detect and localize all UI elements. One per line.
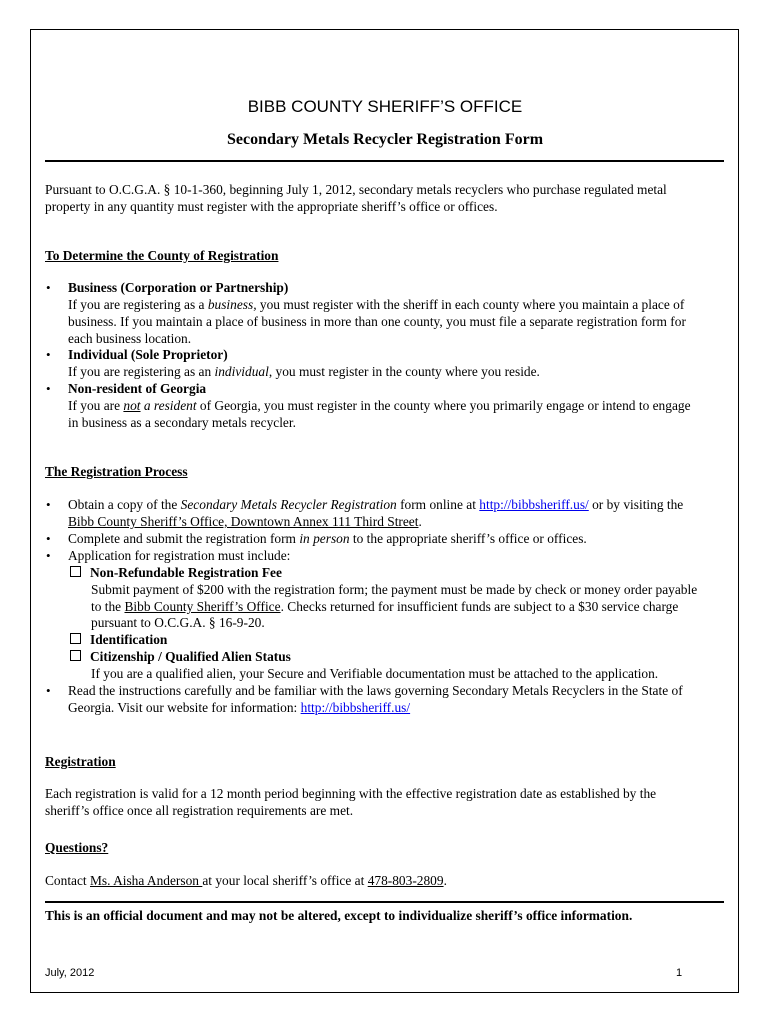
- website-link[interactable]: http://bibbsheriff.us/: [300, 700, 411, 715]
- page-number: 1: [676, 967, 683, 979]
- business-line-1: If you are registering as a business, you must register with the sheriff in each county where you maintain a place of: [68, 297, 685, 312]
- registration-line-1: Each registration is valid for a 12 month period beginning with the effective registration date as established by the: [45, 786, 657, 801]
- fee-checkbox-row: Non-Refundable Registration Fee: [70, 564, 720, 581]
- citizenship-checkbox-row: Citizenship / Qualified Alien Status: [70, 648, 720, 665]
- id-checkbox[interactable]: [70, 633, 81, 644]
- top-divider: [45, 160, 724, 162]
- business-line-3: each business location.: [68, 331, 192, 346]
- business-line-2: business. If you maintain a place of business in more than one county, you must file a separate registration form for: [68, 314, 686, 329]
- fee-checkbox[interactable]: [70, 566, 81, 577]
- id-checkbox-row: Identification: [70, 631, 720, 648]
- bullet: •: [46, 381, 51, 396]
- registration-heading: Registration: [45, 754, 116, 769]
- citizenship-line-1: If you are a qualified alien, your Secure and Verifiable documentation must be attached to the application.: [91, 666, 659, 681]
- bullet: •: [46, 531, 51, 546]
- form-subtitle: Secondary Metals Recycler Registration Form: [226, 131, 544, 148]
- citizenship-checkbox[interactable]: [70, 650, 81, 661]
- intro-line-1: Pursuant to O.C.G.A. § 10-1-360, beginning July 1, 2012, secondary metals recyclers who purchase regulated metal: [45, 182, 667, 197]
- business-title: Business (Corporation or Partnership): [68, 280, 289, 295]
- bullet: •: [46, 347, 51, 362]
- fee-line-3: pursuant to O.C.G.A. § 16-9-20.: [91, 615, 265, 630]
- process-heading: The Registration Process: [45, 464, 188, 479]
- bullet: •: [46, 683, 51, 698]
- contact-phone: 478-803-2809: [367, 873, 444, 888]
- contact-name: Ms. Aisha Anderson: [90, 873, 203, 888]
- intro-line-2: property in any quantity must register with the appropriate sheriff’s office or offices.: [45, 199, 498, 214]
- bottom-divider: [45, 901, 724, 903]
- include-line: Application for registration must include:: [68, 548, 291, 563]
- fee-line-1: Submit payment of $200 with the registration form; the payment must be made by check or money order payable: [91, 582, 698, 597]
- page-title: BIBB COUNTY SHERIFF’S OFFICE: [247, 97, 523, 116]
- website-link[interactable]: http://bibbsheriff.us/: [479, 497, 589, 512]
- complete-line: Complete and submit the registration form in person to the appropriate sheriff’s office or offices.: [68, 531, 587, 546]
- registration-line-2: sheriff’s office once all registration requirements are met.: [45, 803, 354, 818]
- individual-title: Individual (Sole Proprietor): [68, 347, 228, 362]
- nonresident-line-2: in business as a secondary metals recycler.: [68, 415, 296, 430]
- read-line-1: Read the instructions carefully and be familiar with the laws governing Secondary Metals Recyclers in the State of: [68, 683, 683, 698]
- individual-line-1: If you are registering as an individual, you must register in the county where you reside.: [68, 364, 540, 379]
- obtain-line-1: Obtain a copy of the Secondary Metals Recycler Registration form online at http://bibbsheriff.us/ or by visiting the: [68, 497, 684, 512]
- nonresident-line-1: If you are not a resident of Georgia, you must register in the county where you primarily engage or intend to engage: [68, 398, 691, 413]
- official-notice: This is an official document and may not be altered, except to individualize sheriff’s office information.: [45, 908, 633, 923]
- contact-line: Contact Ms. Aisha Anderson at your local sheriff’s office at 478-803-2809.: [45, 873, 447, 888]
- read-line-2: Georgia. Visit our website for information: http://bibbsheriff.us/: [68, 700, 411, 715]
- county-heading: To Determine the County of Registration: [45, 248, 279, 263]
- obtain-line-2: Bibb County Sheriff’s Office, Downtown Annex 111 Third Street.: [68, 514, 422, 529]
- bullet: •: [46, 280, 51, 295]
- bullet: •: [46, 548, 51, 563]
- questions-heading: Questions?: [45, 840, 109, 855]
- footer-date: July, 2012: [45, 967, 95, 979]
- nonresident-title: Non-resident of Georgia: [68, 381, 207, 396]
- bullet: •: [46, 497, 51, 512]
- fee-line-2: to the Bibb County Sheriff’s Office. Checks returned for insufficient funds are subject to a $30 service charge: [91, 599, 679, 614]
